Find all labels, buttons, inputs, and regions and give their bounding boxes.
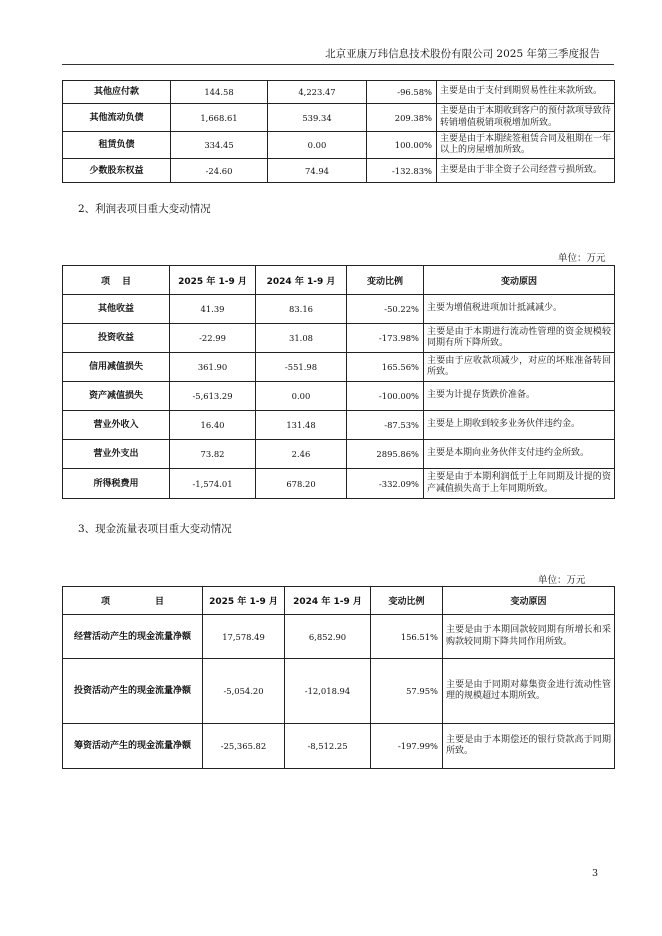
current-value: 17,578.49: [203, 615, 285, 659]
change-ratio: -100.00%: [347, 382, 424, 411]
table-row: [63, 469, 615, 499]
previous-value: 74.94: [268, 159, 367, 183]
current-value: -1,574.01: [170, 469, 256, 499]
previous-value: -12,018.94: [285, 659, 371, 724]
previous-value: 2.46: [256, 440, 347, 469]
change-ratio: -96.58%: [367, 81, 437, 104]
column-header-ratio: 变动比例: [371, 587, 443, 615]
page-header: 北京亚康万玮信息技术股份有限公司 2025 年第三季度报告: [325, 48, 600, 60]
change-ratio: -87.53%: [347, 411, 424, 440]
change-reason: 主要是本期向业务伙伴支付违约金所致。: [424, 440, 615, 469]
change-ratio: 100.00%: [367, 132, 437, 159]
income-statement-changes-table: [62, 265, 615, 499]
current-value: 41.39: [170, 295, 256, 324]
previous-value: -8,512.25: [285, 724, 371, 769]
item-name: 其他应付款: [63, 81, 171, 104]
page-number: 3: [592, 868, 599, 879]
previous-value: 678.20: [256, 469, 347, 499]
current-value: 1,668.61: [171, 104, 268, 132]
change-ratio: -132.83%: [367, 159, 437, 183]
change-reason: 主要为增值税进项加计抵减减少。: [424, 295, 615, 324]
previous-value: 131.48: [256, 411, 347, 440]
previous-value: 83.16: [256, 295, 347, 324]
change-ratio: -173.98%: [347, 324, 424, 353]
table-row: [63, 724, 615, 769]
section-title-cash-flow: 3、现金流量表项目重大变动情况: [78, 523, 232, 535]
change-reason: 主要是由于本期收到客户的预付款项导致待转销增值税销项税增加所致。: [437, 104, 615, 132]
previous-value: -551.98: [256, 353, 347, 382]
change-ratio: 165.56%: [347, 353, 424, 382]
current-value: 73.82: [170, 440, 256, 469]
table-row: [63, 440, 615, 469]
cash-flow-changes-table: [62, 586, 615, 769]
change-reason: 主要是由于本期偿还的银行贷款高于同期所致。: [443, 724, 615, 769]
table-row: [63, 615, 615, 659]
table-header-row: [63, 587, 615, 615]
current-value: 361.90: [170, 353, 256, 382]
table-row: [63, 324, 615, 353]
item-name: 营业外支出: [63, 440, 170, 469]
previous-value: 539.34: [268, 104, 367, 132]
current-value: 16.40: [170, 411, 256, 440]
balance-sheet-changes-table: [62, 80, 615, 183]
column-header-item: 项 目: [63, 587, 203, 615]
section-title-income-statement: 2、利润表项目重大变动情况: [78, 203, 211, 215]
previous-value: 0.00: [268, 132, 367, 159]
change-ratio: 2895.86%: [347, 440, 424, 469]
previous-value: 6,852.90: [285, 615, 371, 659]
change-reason: 主要是由于非全资子公司经营亏损所致。: [437, 159, 615, 183]
table-row: [63, 104, 615, 132]
change-ratio: -50.22%: [347, 295, 424, 324]
column-header-2024: 2024 年 1-9 月: [285, 587, 371, 615]
change-ratio: 156.51%: [371, 615, 443, 659]
item-name: 所得税费用: [63, 469, 170, 499]
current-value: -22.99: [170, 324, 256, 353]
item-name: 租赁负债: [63, 132, 171, 159]
column-header-reason: 变动原因: [424, 266, 615, 295]
table-row: [63, 132, 615, 159]
item-name: 经营活动产生的现金流量净额: [63, 615, 203, 659]
table-row: [63, 382, 615, 411]
table-row: [63, 295, 615, 324]
current-value: -5,613.29: [170, 382, 256, 411]
current-value: 334.45: [171, 132, 268, 159]
column-header-2024: 2024 年 1-9 月: [256, 266, 347, 295]
unit-label: 单位：万元: [558, 253, 606, 264]
change-reason: 主要是由于本期续签租赁合同及租期在一年以上的房屋增加所致。: [437, 132, 615, 159]
previous-value: 31.08: [256, 324, 347, 353]
change-reason: 主要是上期收到较多业务伙伴违约金。: [424, 411, 615, 440]
change-reason: 主要为计提存货跌价准备。: [424, 382, 615, 411]
table-row: [63, 159, 615, 183]
current-value: -24.60: [171, 159, 268, 183]
change-reason: 主要是由于本期回款较同期有所增长和采购款较同期下降共同作用所致。: [443, 615, 615, 659]
header-divider: [62, 64, 614, 65]
item-name: 其他流动负债: [63, 104, 171, 132]
table-row: [63, 353, 615, 382]
change-reason: 主要是由于同期对募集资金进行流动性管理的规模超过本期所致。: [443, 659, 615, 724]
change-ratio: 209.38%: [367, 104, 437, 132]
item-name: 筹资活动产生的现金流量净额: [63, 724, 203, 769]
item-name: 营业外收入: [63, 411, 170, 440]
column-header-item: 项 目: [63, 266, 170, 295]
column-header-2025: 2025 年 1-9 月: [170, 266, 256, 295]
table-row: [63, 659, 615, 724]
change-ratio: -332.09%: [347, 469, 424, 499]
table-header-row: [63, 266, 615, 295]
column-header-reason: 变动原因: [443, 587, 615, 615]
item-name: 信用减值损失: [63, 353, 170, 382]
current-value: -25,365.82: [203, 724, 285, 769]
table-row: [63, 81, 615, 104]
item-name: 资产减值损失: [63, 382, 170, 411]
column-header-2025: 2025 年 1-9 月: [203, 587, 285, 615]
unit-label: 单位：万元: [538, 575, 586, 586]
previous-value: 4,223.47: [268, 81, 367, 104]
change-ratio: -197.99%: [371, 724, 443, 769]
change-reason: 主要是由于支付到期贸易性往来款所致。: [437, 81, 615, 104]
item-name: 其他收益: [63, 295, 170, 324]
change-reason: 主要是由于本期利润低于上年同期及计提的资产减值损失高于上年同期所致。: [424, 469, 615, 499]
current-value: 144.58: [171, 81, 268, 104]
current-value: -5,054.20: [203, 659, 285, 724]
table-row: [63, 411, 615, 440]
column-header-ratio: 变动比例: [347, 266, 424, 295]
change-reason: 主要是由于本期进行流动性管理的资金规模较同期有所下降所致。: [424, 324, 615, 353]
previous-value: 0.00: [256, 382, 347, 411]
change-reason: 主要由于应收款项减少，对应的坏账准备转回所致。: [424, 353, 615, 382]
change-ratio: 57.95%: [371, 659, 443, 724]
item-name: 投资活动产生的现金流量净额: [63, 659, 203, 724]
item-name: 少数股东权益: [63, 159, 171, 183]
item-name: 投资收益: [63, 324, 170, 353]
